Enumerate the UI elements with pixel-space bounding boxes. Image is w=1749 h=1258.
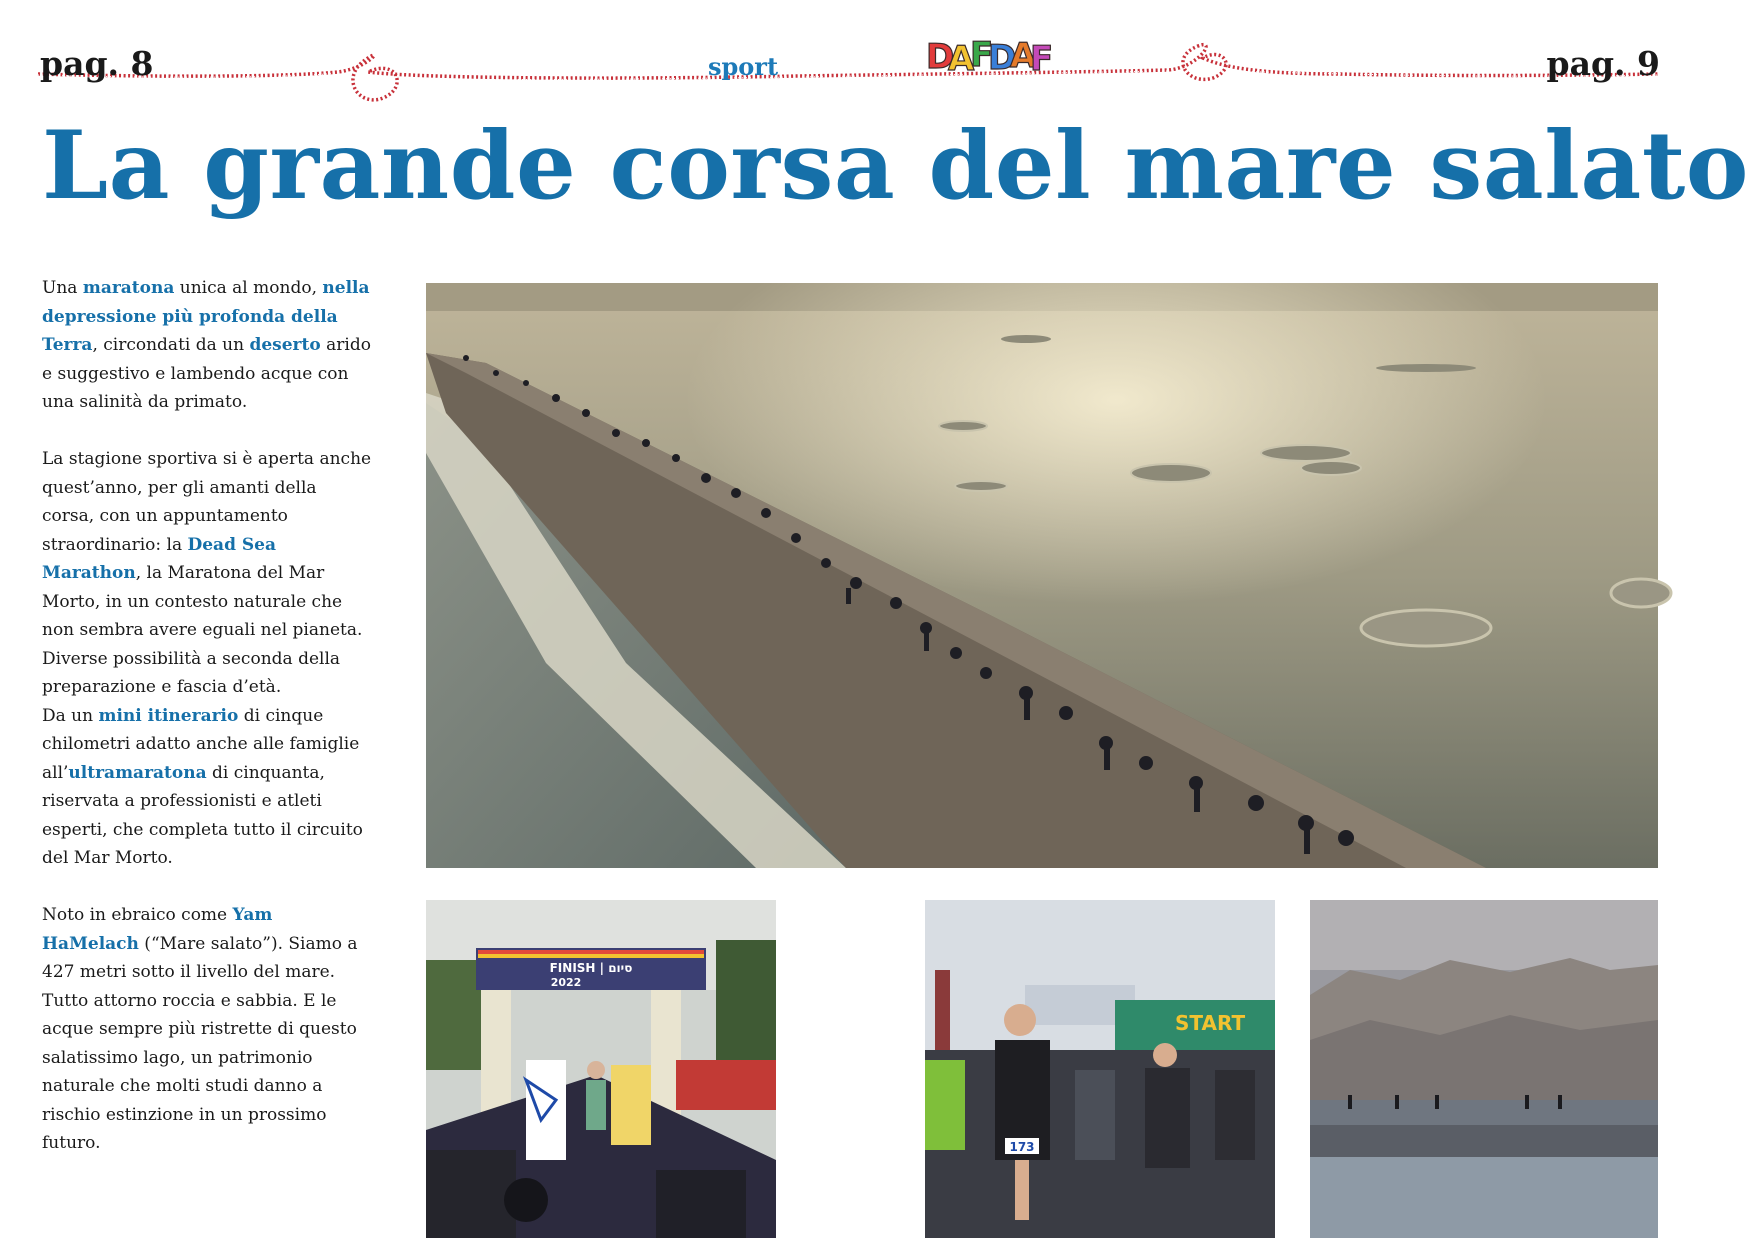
article-headline: La grande corsa del mare salato: [42, 111, 1749, 221]
svg-text:D: D: [988, 38, 1017, 78]
bib-number: 173: [1009, 1140, 1035, 1154]
highlight-maratona: maratona: [82, 278, 175, 298]
main-photo-dead-sea-runners: [426, 283, 1658, 868]
highlight-depressione: nella depressione più profonda della Terra: [42, 278, 370, 355]
header-rope-decoration: [38, 28, 1658, 118]
svg-text:A: A: [948, 39, 975, 79]
paragraph-1: [42, 274, 372, 417]
paragraph-4: [42, 901, 372, 1158]
text: di cinquanta, riservata a professionisti e atleti esperti, che completa tutto il circuito del Mar Morto.: [42, 762, 363, 868]
svg-text:A: A: [1010, 36, 1037, 76]
page-number-right: pag. 9: [1546, 44, 1660, 83]
section-label: sport: [708, 52, 779, 81]
text: La stagione sportiva si è aperta anche quest’anno, per gli amanti della corsa, con un appuntamento straordinario: la: [42, 449, 372, 555]
text: , circondati da un: [92, 335, 250, 355]
svg-text:F: F: [970, 35, 994, 75]
text: unica al mondo,: [174, 278, 323, 298]
highlight-deserto: deserto: [249, 335, 321, 355]
start-banner-text: START: [1175, 1011, 1246, 1035]
highlight-ultramaratona: ultramaratona: [68, 762, 207, 783]
text: di cinque chilometri adatto anche alle famiglie all’: [42, 705, 360, 783]
highlight-dead-sea-marathon: Dead Sea Marathon: [42, 534, 276, 583]
svg-text:D: D: [926, 37, 955, 77]
svg-text:F: F: [1030, 39, 1054, 79]
paragraph-2: [42, 445, 372, 702]
page-number-left: pag. 8: [40, 44, 154, 83]
photo-start-line: [925, 900, 1275, 1238]
highlight-yam-hamelach: Yam HaMelach: [42, 905, 273, 954]
text: , la Maratona del Mar Morto, in un contesto naturale che non sembra avere eguali nel pianeta. Diverse possibilità a seconda della preparazione e fascia d’età.: [42, 563, 363, 697]
text: Una: [42, 278, 83, 298]
finish-banner-text: FINISH | סיום: [549, 961, 633, 975]
dafdaf-logo: [924, 32, 1054, 82]
photo-finish-line: [426, 900, 776, 1238]
paragraph-3: [42, 702, 372, 873]
text: (“Mare salato”). Siamo a 427 metri sotto il livello del mare. Tutto attorno roccia e sabbia. E le acque sempre più ristrette di questo salatissimo lago, un patrimonio naturale che molti studi danno a rischio estinzione in un prossimo futuro.: [42, 933, 358, 1153]
photo-runners-distance: [1310, 900, 1658, 1238]
finish-banner-year: 2022: [550, 976, 582, 989]
highlight-mini-itinerario: mini itinerario: [98, 705, 239, 726]
text: Noto in ebraico come: [42, 905, 233, 925]
text: arido e suggestivo e lambendo acque con una salinità da primato.: [42, 335, 371, 412]
text: Da un: [42, 705, 99, 726]
article-body: [42, 274, 372, 1186]
